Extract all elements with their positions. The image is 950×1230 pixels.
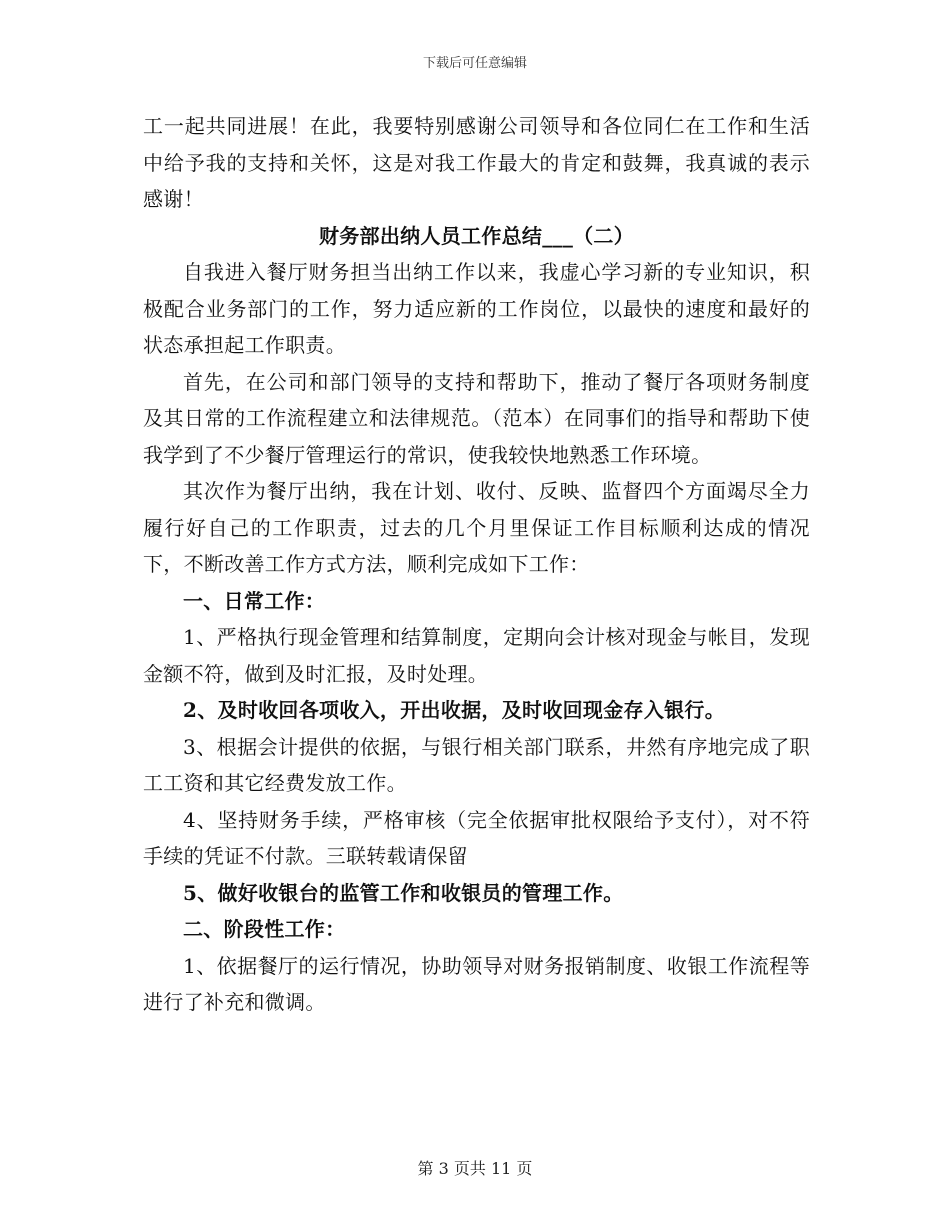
paragraph-continuation: 工一起共同进展！在此，我要特别感谢公司领导和各位同仁在工作和生活中给予我的支持和关怀，这是对我工作最大的肯定和鼓舞，我真诚的表示感谢！ xyxy=(143,114,810,211)
list-item-daily-4: 4、坚持财务手续，严格审核（完全依据审批权限给予支付），对不符手续的凭证不付款。三联转载请保留 xyxy=(143,807,810,868)
page-number-footer: 第 3 页共 11 页 xyxy=(417,1159,533,1178)
heading-daily-work: 一、日常工作： xyxy=(183,588,326,613)
list-item-phase-1: 1、依据餐厅的运行情况，协助领导对财务报销制度、收银工作流程等进行了补充和微调。 xyxy=(143,953,810,1014)
paragraph-intro: 自我进入餐厅财务担当出纳工作以来，我虚心学习新的专业知识，积极配合业务部门的工作，努力适应新的工作岗位，以最快的速度和最好的状态承担起工作职责。 xyxy=(143,260,810,357)
header-note: 下载后可任意编辑 xyxy=(422,56,527,71)
section-title: 财务部出纳人员工作总结___（二） xyxy=(318,223,635,248)
heading-phase-work: 二、阶段性工作： xyxy=(183,917,346,941)
document-body xyxy=(143,108,810,1021)
paragraph-first: 首先，在公司和部门领导的支持和帮助下，推动了餐厅各项财务制度及其日常的工作流程建立和法律规范。（范本）在同事们的指导和帮助下使我学到了不少餐厅管理运行的常识，使我较快地熟悉工作环境。 xyxy=(143,369,810,467)
list-item-daily-3: 3、根据会计提供的依据，与银行相关部门联系，井然有序地完成了职工工资和其它经费发放工作。 xyxy=(143,734,810,795)
paragraph-second: 其次作为餐厅出纳，我在计划、收付、反映、监督四个方面竭尽全力履行好自己的工作职责，过去的几个月里保证工作目标顺利达成的情况下，不断改善工作方式方法，顺利完成如下工作： xyxy=(143,479,810,576)
list-item-daily-1: 1、严格执行现金管理和结算制度，定期向会计核对现金与帐目，发现金额不符，做到及时汇报，及时处理。 xyxy=(143,625,810,686)
list-item-daily-2: 2、及时收回各项收入，开出收据，及时收回现金存入银行。 xyxy=(183,698,726,722)
list-item-daily-5: 5、做好收银台的监管工作和收银员的管理工作。 xyxy=(183,880,624,905)
